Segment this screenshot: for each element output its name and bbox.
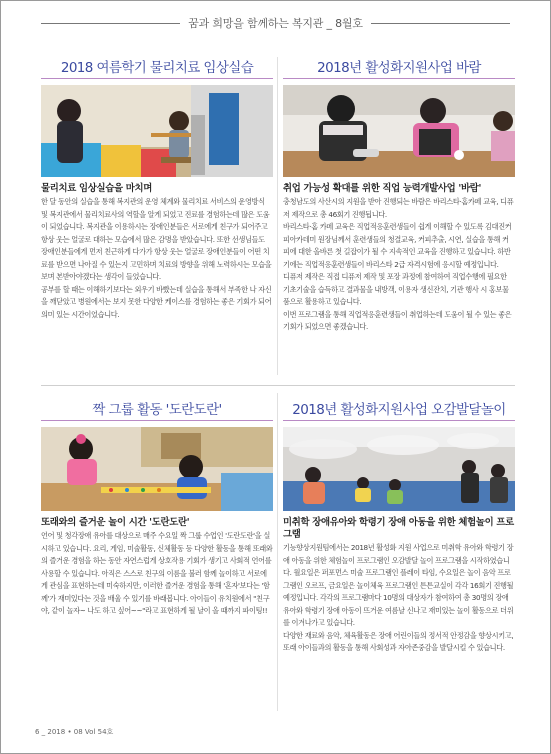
barista-photo xyxy=(283,85,515,177)
page-footer: 6 _ 2018 • 08 Vol 54호 xyxy=(35,728,114,736)
paragraph: 다양한 재료와 음악, 체육활동은 장애 어린이들의 정서적 안정감을 향상시키고, 또래 아이들과의 활동을 통해 사회성과 자아존중감을 발달시킬 수 있습니다. xyxy=(283,630,514,652)
section-subtitle: 물리치료 임상실습을 마치며 xyxy=(41,183,153,194)
column-divider-top xyxy=(277,57,278,375)
header-title: 꿈과 희망을 함께하는 복지관 _ 8월호 xyxy=(188,17,363,30)
paragraph: 기능향상지원팀에서는 2018년 활성화 지원 사업으로 미취학 유아와 학령기 장애 아동을 위한 체험놀이 프로그램인 오감발달 놀이 프로그램을 시작하였습니다. 월요일은 퍼포먼스 미술 프로그램인 플레이 타임, 수요일은 놀이 음악 프로그램인 오르프, 금요일은 놀이체육 프로그램인 튼튼교실이 각각 16회기 진행될 예정입니다. 각각의 프로그램마다 10명의 대상자가 참여하여 총 30명의 장애 유아와 학령기 장애 아동이 뜨거운 여름날 신나고 재미있는 놀이 활동으로 더위를 이겨나가고 있습니다. xyxy=(283,543,514,627)
section-body xyxy=(41,530,273,618)
section-title: 2018년 활성화지원사업 바람 xyxy=(283,57,515,79)
therapy-photo xyxy=(41,85,273,177)
paragraph: 바리스타·홈 카페 교육은 직업적응훈련생들이 쉽게 이해할 수 있도록 김대진커피아카데미 원장님께서 훈련생들의 청결교육, 커피추출, 시연, 실습을 통해 커피에 대한 올바른 첫 길잡이가 될 수 지속적인 교육을 진행하고 있습니다. 하반기에는 직업적응훈련생들이 바리스타 2급 자격시험에 응시할 예정입니다. xyxy=(283,222,512,269)
paragraph: 한 달 동안의 실습을 통해 복지관의 운영 체계와 물리치료 서비스의 운영방식 및 복지관에서 물리치료사의 역할을 알게 되었고 진료를 경험하는데 많은 도움이 되었습니다. 복지관을 이용하시는 장애인분들은 서로에게 친구가 되어주고 항상 웃는 얼굴로 대하는 모습에서 많은 감명을 받았습니다. 또한 선생님들도 장애인분들에게 먼저 친근하게 다가가 항상 웃는 얼굴로 장애인분들이 어떤 치료를 받으면 나아질 수 있는지 고민하며 치료의 방향을 위해 노력하시는 모습을 보며 본받아야겠다는 생각이 들었습니다. xyxy=(41,197,272,281)
paragraph: 공부를 할 때는 이해하기보다는 외우기 바빴는데 실습을 통해서 부족한 나 자신을 깨닫았고 병원에서는 보지 못한 다양한 케이스를 경험하는 좋은 기회가 되어 의미 있는 시간이었습니다. xyxy=(41,284,272,319)
sensory-play-photo xyxy=(283,427,515,511)
section-divider xyxy=(41,385,515,386)
paragraph: 충청남도의 사산시의 지원을 받아 진행되는 바람은 바리스타·홈카페 교육, 디퓨저 제작으로 총 46회기 진행됩니다. xyxy=(283,197,514,219)
section-title: 2018 여름학기 물리치료 임상실습 xyxy=(41,57,273,79)
section-baram xyxy=(283,57,515,334)
section-subtitle: 또래와의 즐거운 놀이 시간 '도란도란' xyxy=(41,517,190,528)
paragraph: 디퓨저 제작은 직접 디퓨저 제작 및 포장 과정에 참여하여 직업수행에 필요한 기초기술을 습득하고 결과물을 내방객, 이용자 생신잔치, 기관 행사 시 홍보물품으로 활용하고 있습니다. xyxy=(283,272,509,306)
section-body xyxy=(283,196,515,334)
paragraph: 이번 프로그램을 통해 직업적응훈련생들이 취업하는데 도움이 될 수 있는 좋은 기회가 되었으면 좋겠습니다. xyxy=(283,309,512,331)
section-subtitle: 미취학 장애유아와 학령기 장애 아동을 위한 체험놀이 프로그램 xyxy=(283,517,514,540)
header-rule-right xyxy=(371,23,510,24)
column-divider-bottom xyxy=(277,393,278,711)
section-title: 2018년 활성화지원사업 오감발달놀이 xyxy=(283,399,515,421)
section-doran-doran xyxy=(41,399,273,618)
section-physical-therapy xyxy=(41,57,273,321)
section-sensory-play xyxy=(283,399,515,655)
section-subtitle: 취업 가능성 확대를 위한 직업 능력개발사업 '바람' xyxy=(283,183,482,194)
paragraph: 언어 및 청각장애 유아를 대상으로 매주 수요일 짝 그룹 수업인 '도란도란'을 실시하고 있습니다. 요리, 게임, 미술활동, 신체활동 등 다양한 활동을 통해 또래와의 즐거운 경험을 하는 동안 자연스럽게 상호작용 기회가 생기고 사회적 언어를 사용할 수 있습니다. 아직은 스스로 친구의 이름을 불러 함께 놀이하고 서로에게 관심을 표현하는데 미숙하지만, 이러한 즐거운 경험을 통해 '혼자'보다는 '함께'가 재미있다는 것을 배울 수 있기를 바래봅니다. 아이들이 유치원에서 "친구야, 같이 놀자~ 나도 하고 싶어~~"라고 표현하게 될 날이 올 때까지 파이팅!! xyxy=(41,531,273,615)
page-header xyxy=(41,11,510,35)
section-title: 짝 그룹 활동 '도란도란' xyxy=(41,399,273,421)
section-body xyxy=(41,196,273,321)
section-body xyxy=(283,542,515,655)
header-rule-left xyxy=(41,23,180,24)
play-group-photo xyxy=(41,427,273,511)
